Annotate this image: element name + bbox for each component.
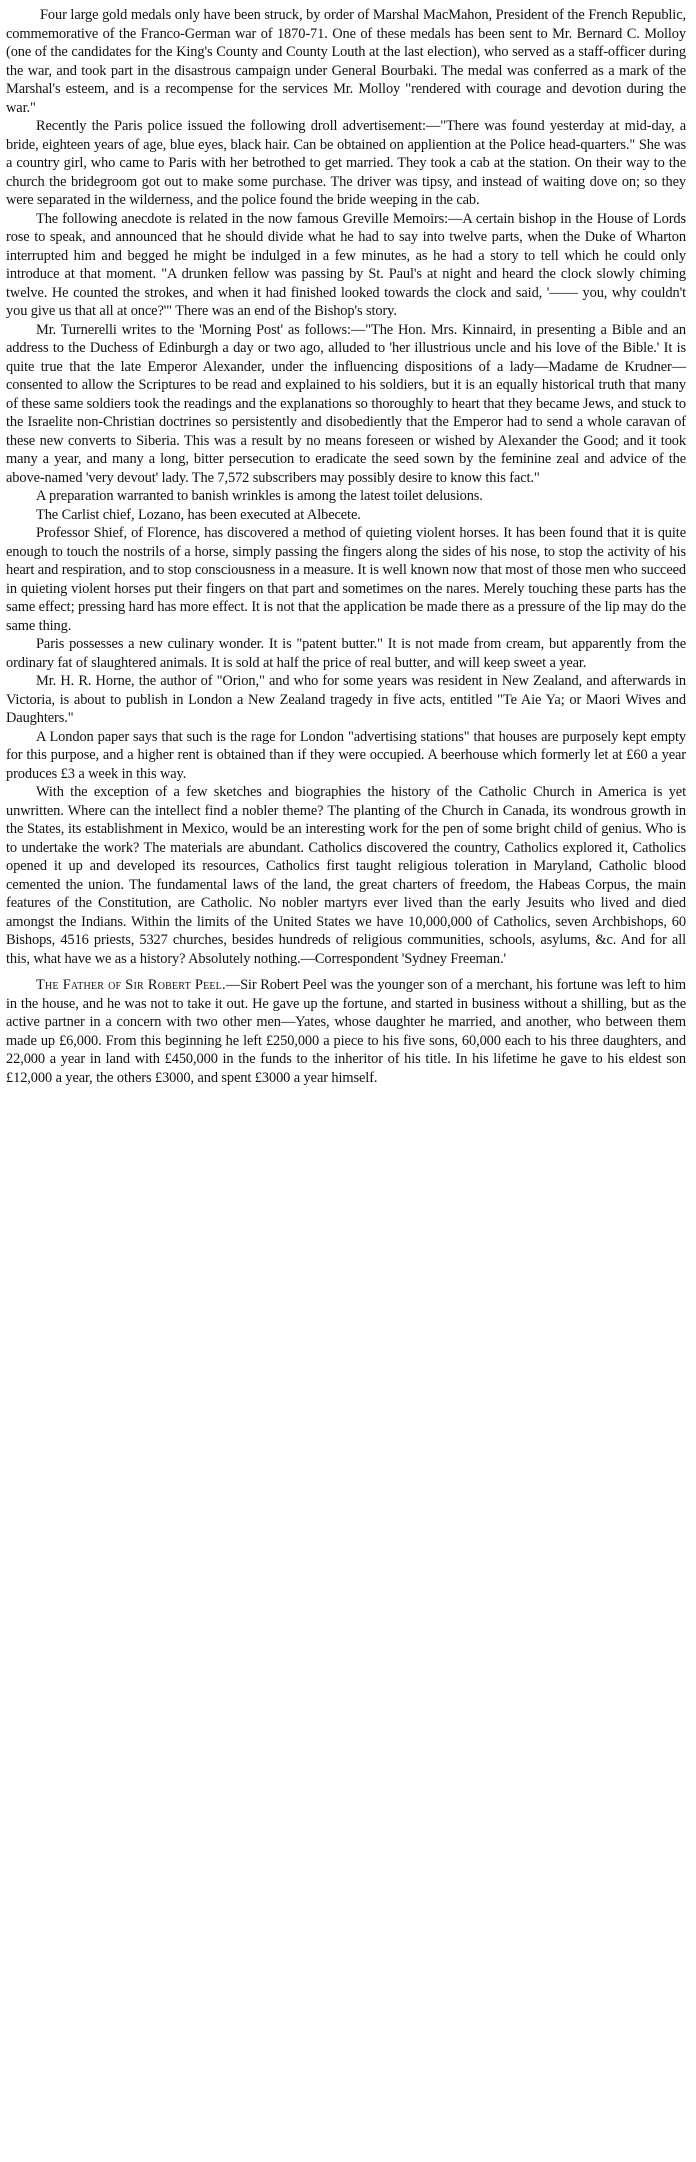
paragraph-medals: Four large gold medals only have been struck, by order of Marshal MacMahon, President of the French Republic, commemorative of the Franco-German war of 1870-71. One of these medals has been sent to Mr. Bernard C. Molloy (one of the candidates for the King's County and County Louth at the last election), who served as a staff-officer during the war, and took part in the disastrous campaign under General Bourbaki. The medal was conferred as a mark of the Marshal's esteem, and is a recompense for the services Mr. Molloy "rendered with courage and devotion during the war."	[6, 7, 686, 116]
paragraph-paris-bride: Recently the Paris police issued the following droll advertisement:—"There was found yesterday at mid-day, a bride, eighteen years of age, blue eyes, black hair. Can be obtained on appliention at the Police head-quarters." She was a country girl, who came to Paris with her betrothed to get married. They took a cab at the station. On their way to the church the bridegroom got out to make some purchase. The driver was tipsy, and instead of waiting dove on; so they were separated in the wilderness, and the police found the bride weeping in the cab.	[6, 118, 686, 208]
paragraph-greville-anecdote: The following anecdote is related in the now famous Greville Memoirs:—A certain bishop in the House of Lords rose to speak, and announced that he should divide what he had to say into twelve parts, when the Duke of Wharton interrupted him and begged he might be indulged in a few minutes, as he had a story to tell which he could only introduce at that moment. "A drunken fellow was passing by St. Paul's at night and heard the clock slowly chiming twelve. He counted the strokes, and when it had finished looked towards the clock and said, '—— you, why couldn't you give us that all at once?'" There was an end of the Bishop's story.	[6, 210, 686, 319]
paragraph-carlist-chief: The Carlist chief, Lozano, has been executed at Albecete.	[36, 506, 361, 523]
paragraph-peel-father	[6, 976, 686, 1087]
paragraph-horne-tragedy: Mr. H. R. Horne, the author of "Orion," and who for some years was resident in New Zealand, and afterwards in Victoria, is about to publish in London a New Zealand tragedy in five acts, entitled "Te Aie Ya; or Maori Wives and Daughters."	[6, 673, 686, 726]
paragraph-catholic-history: With the exception of a few sketches and biographies the history of the Catholic Church in America is yet unwritten. Where can the intellect find a nobler theme? The planting of the Church in Canada, its wondrous growth in the States, its establishment in Mexico, would be an interesting work for the pen of some bright child of genius. Who is to undertake the work? The materials are abundant. Catholics discovered the country, Catholics explored it, Catholics opened it up and developed its resources, Catholics first taught religious toleration in Maryland, Catholic blood cemented the union. The fundamental laws of the land, the great charters of freedom, the Habeas Corpus, the main features of the Constitution, are Catholic. No nobler martyrs ever lived than the early Jesuits who lived and died amongst the Indians. Within the limits of the United States we have 10,000,000 of Catholics, seven Archbishops, 60 Bishops, 4516 priests, 5327 churches, besides hundreds of religious communities, schools, asylums, &c. And for all this, what have we as a history? Absolutely nothing.—Correspondent 'Sydney Freeman.'	[6, 784, 686, 967]
paragraph-patent-butter: Paris possesses a new culinary wonder. It is "patent butter." It is not made from cream, but apparently from the ordinary fat of slaughtered animals. It is sold at half the price of real butter, and will keep sweet a year.	[6, 636, 686, 671]
paragraph-wrinkles: A preparation warranted to banish wrinkles is among the latest toilet delusions.	[36, 488, 483, 504]
article-body: —Sir Robert Peel was the younger son of a merchant, his fortune was left to him in the house, and he was not to take it out. He gave up the fortune, and started in business without a shilling, but as the active partner in a concern with two other men—Yates, whose daughter he married, and another, who between them made up £6,000. From this beginning he left £250,000 a piece to his five sons, 60,000 each to his three daughters, and 22,000 a year in land with £450,000 in the funds to the inheritor of his title. In his lifetime he gave to his eldest son £12,000 a year, the others £3000, and spent £3000 a year himself.	[6, 977, 686, 1086]
paragraph-turnerelli-letter: Mr. Turnerelli writes to the 'Morning Post' as follows:—"The Hon. Mrs. Kinnaird, in presenting a Bible and an address to the Duchess of Edinburgh a day or two ago, alluded to 'her illustrious uncle and his love of the Bible.' It is quite true that the late Emperor Alexander, under the influencing dispositions of a lady—Madame de Krudner—consented to allow the Scriptures to be read and explained to his soldiers, but it is an equally historical truth that many of these same soldiers took the readings and the explanations so thoroughly to heart that they became Jews, and stuck to the Israelite non-Christian doctrines so persistently and disobediently that the Emperor had to send a whole caravan of these new converts to Siberia. This was a result by no means foreseen or wished by Alexander the Good; and it took many a year, and many a long, bitter persecution to eradicate the seed sown by the feminine zeal and advice of the above-named 'very devout' lady. The 7,572 subscribers may possibly desire to know this fact."	[6, 321, 686, 486]
paragraph-quieting-horses: Professor Shief, of Florence, has discovered a method of quieting violent horses. It has been found that it is quite enough to touch the nostrils of a horse, simply passing the fingers along the sides of his nose, to stop the activity of his heart and respiration, and to stop consciousness in a measure. It is well known now that most of those men who succeed in quieting violent horses put their fingers on that part and sometimes on the nares. Merely touching these parts has the same effect; pressing hard has more effect. It is not that the application be made there as a pressure of the lip may do the same thing.	[6, 525, 686, 634]
article-heading: The Father of Sir Robert Peel.	[36, 977, 226, 993]
paragraph-advertising-stations: A London paper says that such is the rage for London "advertising stations" that houses are purposely kept empty for this purpose, and a higher rent is obtained than if they were occupied. A beerhouse which formerly let at £60 a year produces £3 a week in this way.	[6, 728, 686, 782]
